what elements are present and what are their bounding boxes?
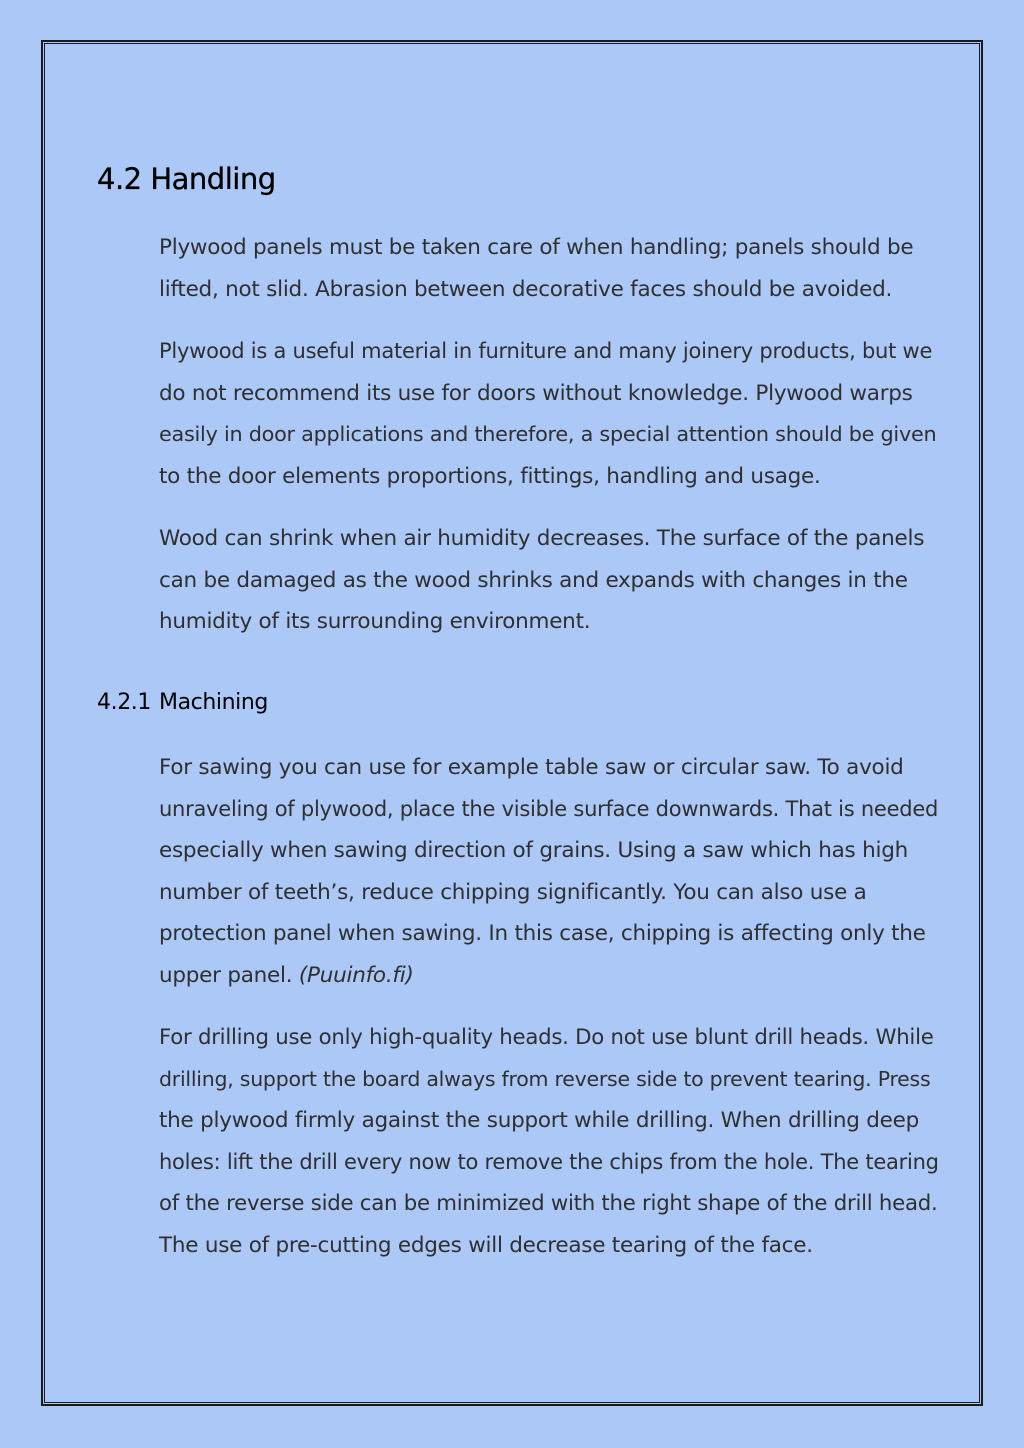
text-line: holes: lift the drill every now to remove the chips from the hole. The tearing <box>159 1149 939 1174</box>
text-line: the plywood firmly against the support while drilling. When drilling deep <box>159 1108 919 1134</box>
text-line: The use of pre-cutting edges will decrease tearing of the face. <box>159 1232 813 1258</box>
text-line: easily in door applications and therefore, a special attention should be given <box>159 422 937 447</box>
text-line: of the reverse side can be minimized with the right shape of the drill head. <box>159 1191 938 1217</box>
subsection-number: 4.2.1 <box>97 690 151 715</box>
text-line: protection panel when sawing. In this case, chipping is affecting only the <box>159 921 926 947</box>
text-line <box>159 955 939 997</box>
text-line: Plywood is a useful material in furniture and many joinery products, but we <box>159 339 933 363</box>
text-line: do not recommend its use for doors without knowledge. Plywood warps <box>159 380 913 406</box>
paragraph-drilling <box>159 1017 939 1267</box>
text-line: especially when sawing direction of grains. Using a saw which has high <box>159 838 908 864</box>
text-line: to the door elements proportions, fittings, handling and usage. <box>159 463 821 489</box>
section-heading: 4.2 Handling <box>97 162 276 196</box>
text-line: lifted, not slid. Abrasion between decorative faces should be avoided. <box>159 276 893 302</box>
paragraph-wood-shrink <box>159 518 939 643</box>
text-line: unraveling of plywood, place the visible surface downwards. That is needed <box>159 796 939 821</box>
paragraph-sawing <box>159 747 939 997</box>
paragraph-handling-panels <box>159 227 939 310</box>
text-line: Plywood panels must be taken care of when handling; panels should be <box>159 235 914 260</box>
text-line: drilling, support the board always from reverse side to prevent tearing. Press <box>159 1066 931 1091</box>
subsection-title: Machining <box>159 690 268 715</box>
text-line: number of teeth’s, reduce chipping significantly. You can also use a <box>159 879 867 905</box>
text-line: For drilling use only high-quality heads. Do not use blunt drill heads. While <box>159 1025 934 1050</box>
text-line: For sawing you can use for example table saw or circular saw. To avoid <box>159 755 904 780</box>
text-line: Wood can shrink when air humidity decreases. The surface of the panels <box>159 526 925 551</box>
paragraph-plywood-doors <box>159 331 939 497</box>
subsection-heading <box>97 690 268 715</box>
citation: (Puuinfo.fi) <box>298 962 414 988</box>
text-line: humidity of its surrounding environment. <box>159 609 591 635</box>
text-line: can be damaged as the wood shrinks and expands with changes in the <box>159 567 908 593</box>
text-fragment: upper panel. <box>159 962 299 988</box>
